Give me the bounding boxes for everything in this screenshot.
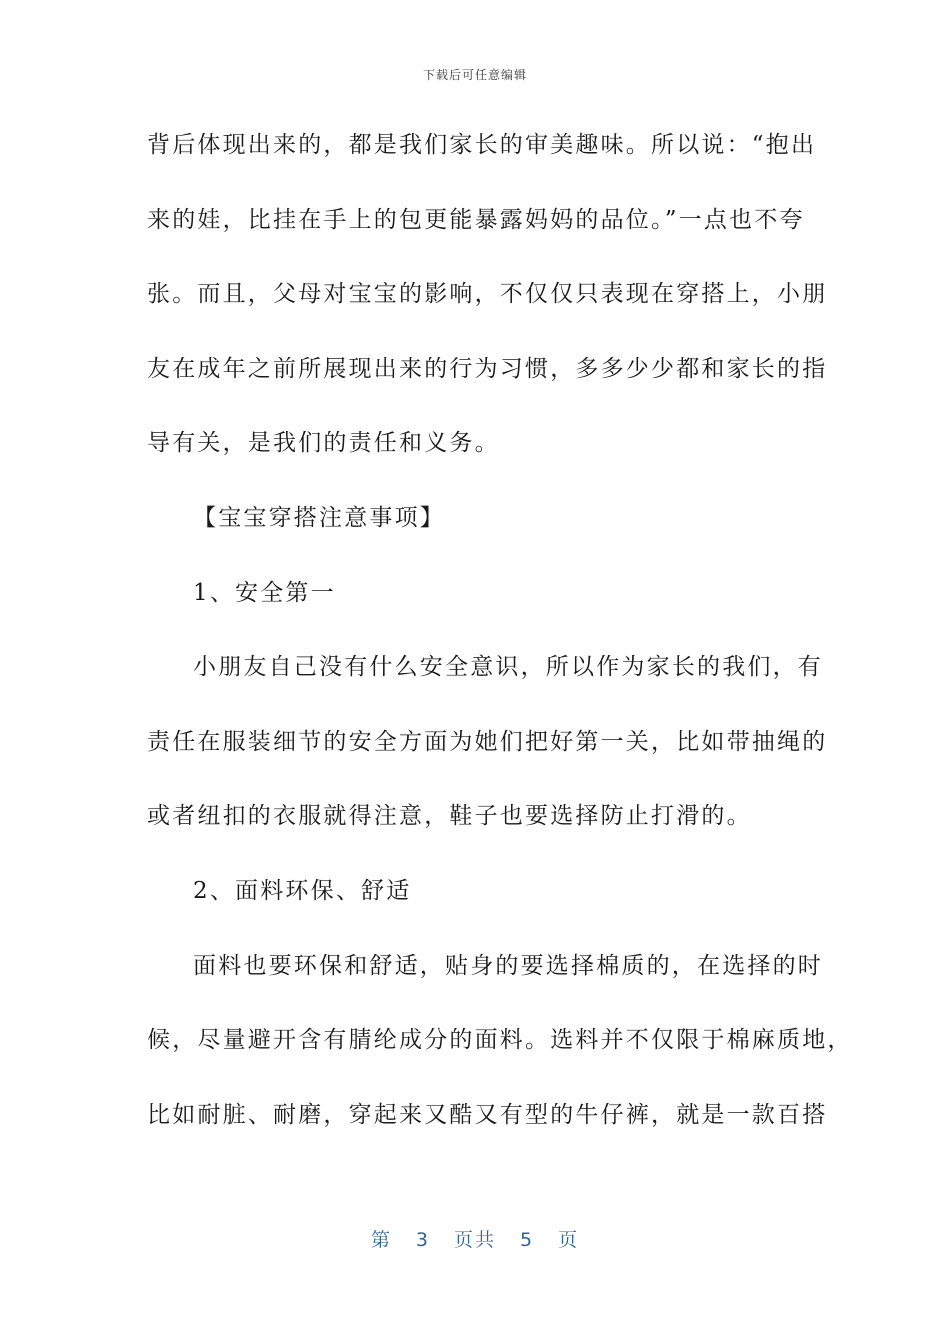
- subheading-fabric: 2、面料环保、舒适: [193, 877, 412, 904]
- footer-prefix: 第: [370, 1229, 392, 1251]
- body-line-9: 责任在服装细节的安全方面为她们把好第一关，比如带抽绳的: [147, 728, 828, 755]
- body-line-12: 面料也要环保和舒适，贴身的要选择棉质的，在选择的时: [193, 952, 823, 979]
- body-line-5: 导有关，是我们的责任和义务。: [147, 430, 500, 457]
- body-line-3: 张。而且，父母对宝宝的影响，不仅仅只表现在穿搭上，小朋: [147, 281, 828, 308]
- page-number-footer: [0, 1225, 950, 1252]
- body-line-4: 友在成年之前所展现出来的行为习惯，多多少少都和家长的指: [147, 355, 828, 382]
- subheading-safety: 1、安全第一: [193, 579, 336, 606]
- footer-total-pages: 5: [520, 1229, 535, 1251]
- footer-middle: 页共: [453, 1229, 496, 1251]
- document-body: [147, 122, 853, 1166]
- body-line-1: 背后体现出来的，都是我们家长的审美趣味。所以说：“抱出: [147, 132, 817, 158]
- body-line-10: 或者纽扣的衣服就得注意，鞋子也要选择防止打滑的。: [147, 803, 752, 830]
- footer-current-page: 3: [415, 1229, 430, 1251]
- footer-suffix: 页: [558, 1229, 580, 1251]
- section-heading: 【宝宝穿搭注意事项】: [193, 504, 445, 531]
- body-line-2: 来的娃，比挂在手上的包更能暴露妈妈的品位。”一点也不夸: [147, 206, 805, 233]
- page-header-note: 下载后可任意编辑: [422, 68, 527, 82]
- body-line-13: 候，尽量避开含有腈纶成分的面料。选料并不仅限于棉麻质地，: [147, 1027, 853, 1054]
- body-line-8: 小朋友自己没有什么安全意识，所以作为家长的我们，有: [193, 654, 823, 681]
- body-line-14: 比如耐脏、耐磨，穿起来又酷又有型的牛仔裤，就是一款百搭: [147, 1101, 828, 1128]
